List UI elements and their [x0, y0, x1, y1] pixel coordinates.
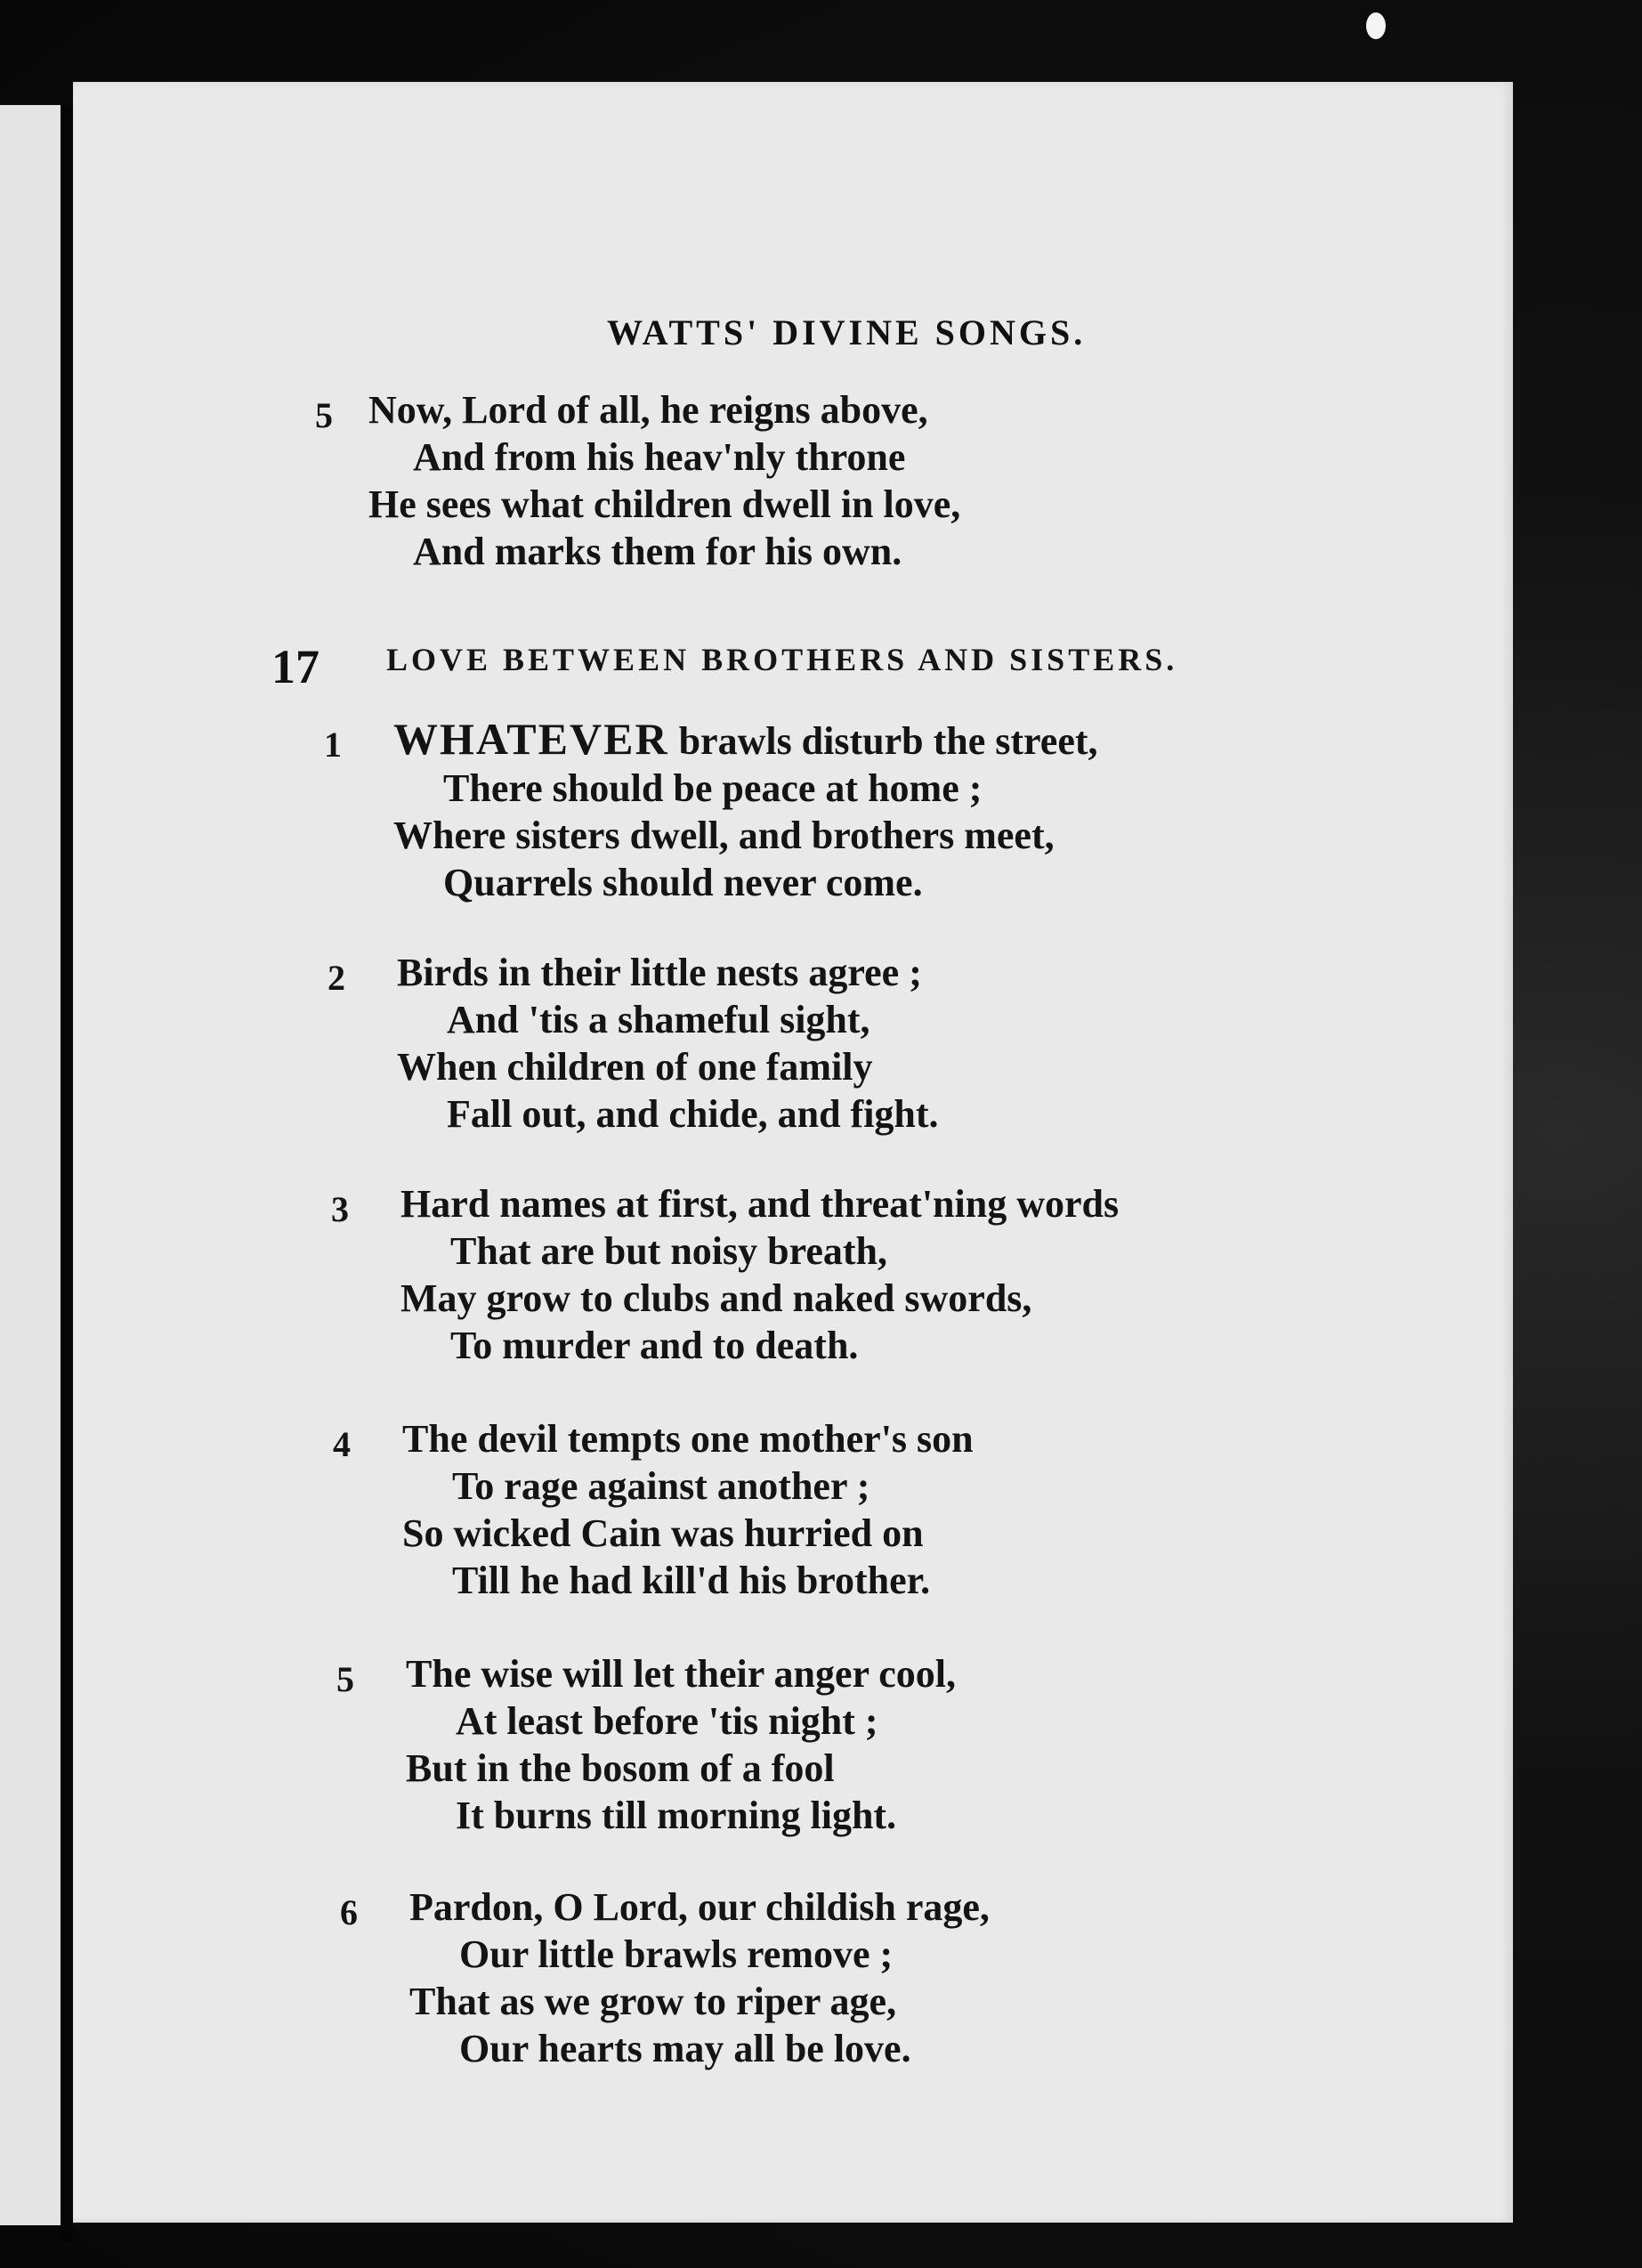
verse-line: May grow to clubs and naked swords,	[400, 1276, 1032, 1320]
stanza-number: 1	[324, 725, 342, 765]
verse-line: He sees what children dwell in love,	[368, 482, 961, 526]
scan-speck	[1366, 12, 1386, 39]
stanza-6	[340, 1883, 990, 2072]
verse-line: But in the bosom of a fool	[406, 1746, 835, 1790]
stanza-number: 5	[315, 395, 333, 435]
book-page	[73, 82, 1513, 2223]
verse-line: Where sisters dwell, and brothers meet,	[393, 814, 1055, 857]
book-gutter	[61, 105, 73, 2241]
stanza-2	[328, 949, 939, 1138]
verse-line: And from his heav'nly throne	[413, 435, 906, 479]
verse-line: Birds in their little nests agree ;	[397, 951, 922, 994]
verse-line: There should be peace at home ;	[443, 766, 983, 810]
verse-line: To murder and to death.	[450, 1324, 859, 1367]
hymn-first-word: WHATEVER	[393, 714, 669, 764]
verse-line	[393, 716, 1098, 765]
verse-line: Till he had kill'd his brother.	[452, 1559, 931, 1602]
verse-line: Quarrels should never come.	[443, 861, 923, 904]
verse-line: And marks them for his own.	[413, 530, 902, 573]
verse-line: At least before 'tis night ;	[456, 1699, 878, 1743]
verse-line: Now, Lord of all, he reigns above,	[368, 388, 928, 432]
verse-line: To rage against another ;	[452, 1464, 870, 1508]
stanza-number: 6	[340, 1892, 358, 1932]
verse-line: And 'tis a shameful sight,	[447, 998, 870, 1041]
stanza-5	[336, 1650, 956, 1839]
verse-line: Our hearts may all be love.	[459, 2027, 911, 2070]
stanza-number: 2	[328, 958, 345, 998]
stanza-1	[324, 714, 1098, 906]
verse-line: So wicked Cain was hurried on	[402, 1511, 924, 1555]
stanza-4	[333, 1415, 974, 1604]
verse-line: Hard names at first, and threat'ning words	[400, 1182, 1120, 1226]
stanza-number: 5	[336, 1659, 354, 1699]
verse-line-rest: brawls disturb the street,	[668, 719, 1098, 763]
verse-line: The devil tempts one mother's son	[402, 1417, 974, 1461]
verse-line: It burns till morning light.	[456, 1794, 897, 1837]
stanza-previous-hymn	[315, 386, 961, 575]
stanza-number: 3	[331, 1189, 349, 1229]
stanza-3	[331, 1180, 1120, 1369]
verse-line: Our little brawls remove ;	[459, 1932, 894, 1976]
facing-page-edge	[0, 105, 61, 2225]
hymn-number: 17	[271, 640, 320, 693]
verse-line: The wise will let their anger cool,	[406, 1652, 956, 1696]
verse-line: Fall out, and chide, and fight.	[447, 1092, 939, 1136]
verse-line: Pardon, O Lord, our childish rage,	[409, 1885, 990, 1929]
page-title: WATTS' DIVINE SONGS.	[607, 312, 1087, 352]
verse-line: That are but noisy breath,	[450, 1229, 888, 1273]
stanza-number: 4	[333, 1424, 351, 1464]
verse-line: When children of one family	[397, 1045, 873, 1089]
verse-line: That as we grow to riper age,	[409, 1980, 897, 2023]
hymn-title: LOVE BETWEEN BROTHERS AND SISTERS.	[386, 642, 1178, 677]
